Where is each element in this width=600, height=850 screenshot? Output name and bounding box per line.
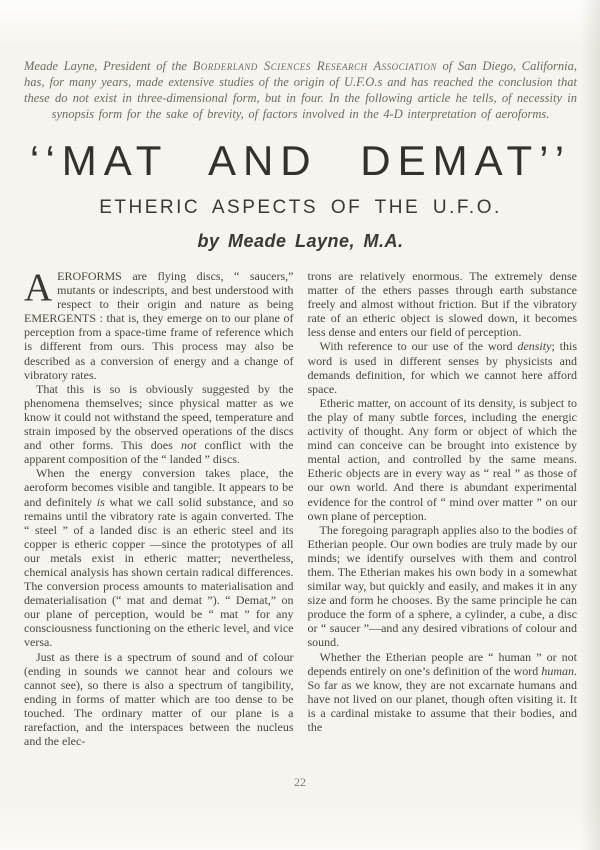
text-segment: With reference to our use of the word <box>319 339 518 354</box>
text-segment: When the energy conversion takes place, the aeroform becomes visible and tangible. It appears to be and definitely <box>24 466 294 509</box>
body-paragraph <box>24 266 294 382</box>
body-paragraph <box>308 339 578 395</box>
text-segment: That this is so is obviously suggested by the phenomena themselves; since physical matter as we know it could not withstand the speed, temperature and strain imposed by the observed operations of the discs and other forms. This does <box>24 381 294 453</box>
text-segment: Meade Layne, President of the <box>24 59 193 73</box>
body-paragraph <box>308 650 578 735</box>
page-number: 22 <box>294 775 306 789</box>
text-segment: ; this word is used in different senses by physicists and demands definition, for which we cannot here afford space. <box>307 339 578 396</box>
right-column <box>308 269 578 748</box>
text-segment: what we call solid substance, and so remains until the vibratory rate is again converted. The “ steel ” of a landed disc is an etheric steel and its copper is etheric copper —since the prototypes of all our metals exist in etheric matter; nevertheless, chemical analysis has shown certain radical differences. The conversion process amounts to materialisation and dematerialisation (“ mat and demat ”). “ Demat,” on our plane of perception, would be “ mat ” for any consciousness functioning on the etheric level, and vice versa. <box>24 494 294 650</box>
text-segment: of San Diego, California, has, for many years, made extensive studies of the origin of U.F.O.s and has reached the conclusion that these do not exist in three-dimensional form, but in four. In the following article he tells, of necessity in synopsis form for the sake of brevity, of factors involved in the 4-D interpretation of aeroforms. <box>24 59 577 121</box>
text-segment: The foregoing paragraph applies also to the bodies of Etherian people. Our own bodies are truly made by our minds; we identify ourselves with them and control them. The Etherian makes his own body in a somewhat similar way, but quickly and easily, and makes it in any size and form he chooses. By the same principle he can produce the form of a sphere, a cylinder, a cube, a disc or “ saucer ”—and any desired vibrations of colour and sound. <box>307 522 577 650</box>
body-paragraph <box>24 650 294 749</box>
article-standfirst <box>24 58 577 122</box>
text-segment: is <box>96 494 105 509</box>
text-segment: human <box>541 663 574 678</box>
text-segment: density <box>517 339 552 354</box>
page-bottom-shading <box>0 804 600 850</box>
body-paragraph <box>308 396 578 523</box>
article-title: ‘‘MAT AND DEMAT’’ <box>29 137 572 184</box>
text-segment: EROFORMS are flying discs, “ saucers,” mutants or indescripts, and best understood with respect to their origin and nature as being EMERGENTS : that is, they emerge on to our plane of perception from a space-time frame of reference which is different from ours. This process may also be described as a conversion of energy and a change of vibratory rates. <box>24 269 294 382</box>
body-paragraph <box>308 269 578 339</box>
text-segment: Whether the Etherian people are “ human ” or not depends entirely on one’s definition of the word <box>307 649 577 678</box>
text-segment: Just as there is a spectrum of sound and of colour (ending in sounds we cannot hear and colours we cannot see), so there is also a spectrum of tangibility, ending in forms of matter which are too dense to be touched. The ordinary matter of our plane is a rarefaction, and the interspaces between the nucleus and the elec- <box>24 649 294 749</box>
left-column <box>24 266 294 749</box>
drop-cap: A <box>24 266 53 309</box>
text-segment: trons are relatively enormous. The extremely dense matter of the ethers passes through earth substance freely and almost without friction. But if the vibratory rate of an etheric object is slowed down, it becomes less dense and enters our field of perception. <box>307 269 577 340</box>
body-paragraph <box>24 466 294 649</box>
body-paragraph <box>308 523 578 650</box>
text-segment: Etheric matter, on account of its density, is subject to the play of many subtle forces, including the energic activity of thought. Any form or object of which the mind can conceive can be brought into existence by mental action, and controlled by the same means. Etheric objects are in every way as “ real ” as those of our own world. And there is abundant experimental evidence for the control of “ mind over matter ” on our own plane of perception. <box>307 395 577 523</box>
article-body <box>24 266 578 749</box>
text-segment: conflict with the apparent composition of the “ landed ” discs. <box>24 438 294 467</box>
text-segment: Borderland Sciences Research Association <box>192 59 437 73</box>
article-subtitle: ETHERIC ASPECTS OF THE U.F.O. <box>99 197 502 218</box>
article-byline: by Meade Layne, M.A. <box>197 231 404 251</box>
body-paragraph <box>24 382 294 467</box>
text-segment: . So far as we know, they are not excarnate humans and have not lived on our planet, though often visiting it. It is a cardinal mistake to assume that their bodies, and the <box>307 663 577 734</box>
text-segment: not <box>180 438 197 453</box>
